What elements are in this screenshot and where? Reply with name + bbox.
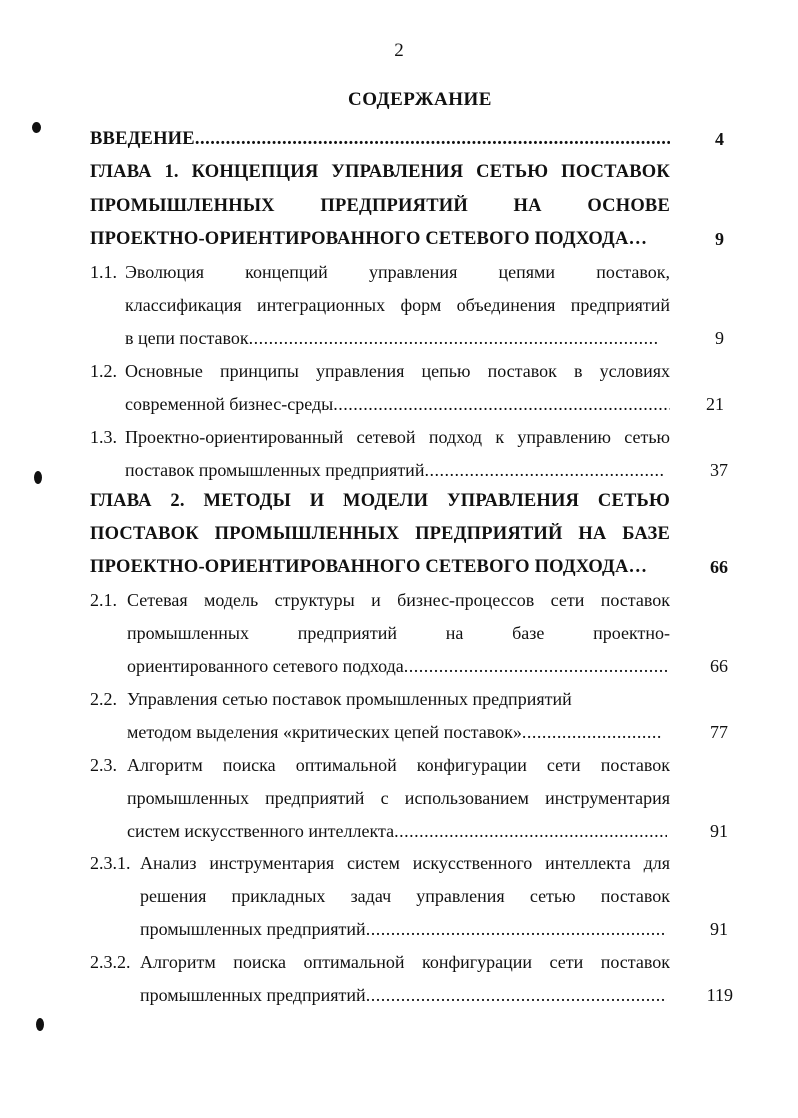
toc-title: СОДЕРЖАНИЕ [348,89,492,110]
toc-entry-title: в цепи поставок [125,328,249,348]
toc-entry-line: ПРОЕКТНО-ОРИЕНТИРОВАННОГО СЕТЕВОГО ПОДХОДА… [90,557,648,577]
toc-entry-line: промышленных предприятий с использованием инструментария [127,788,670,808]
toc-entry-line: Эволюция концепций управления цепями поставок, [125,262,670,282]
toc-entry-title: ВВЕДЕНИЕ [90,129,195,149]
toc-entry-title: поставок промышленных предприятий [125,460,425,480]
toc-entry-line: Алгоритм поиска оптимальной конфигурации сети поставок [140,952,670,972]
toc-entry-page: 91 [710,821,728,841]
toc-entry-line: решения прикладных задач управления сетью поставок [140,886,670,906]
toc-leader-dots [404,655,667,677]
page-number: 2 [394,40,404,61]
toc-entry-page: 77 [710,722,728,742]
toc-entry-page: 9 [715,328,724,348]
toc-entry-page: 37 [710,460,728,480]
toc-entry-title: промышленных предприятий [140,985,366,1005]
toc-leader-dots [522,721,663,743]
toc-entry-line: промышленных предприятий на базе проектно- [127,623,670,643]
toc-entry-number: 2.1. [90,590,117,610]
toc-leader-dots [366,984,667,1006]
toc-entry-line: Сетевая модель структуры и бизнес-процессов сети поставок [127,590,670,610]
toc-leader-dots [366,918,667,940]
toc-entry-title: методом выделения «критических цепей поставок» [127,722,522,742]
toc-entry-number: 2.3.1. [90,853,131,873]
toc-entry-title: современной бизнес-среды [125,394,334,414]
toc-entry-number: 2.3.2. [90,952,131,972]
toc-entry-page: 21 [706,394,724,414]
toc-leader-dots [424,459,665,481]
toc-entry-number: 2.2. [90,689,117,709]
scan-hole-mark [34,471,42,484]
toc-leader-dots [249,327,657,349]
toc-entry-line: ПРОМЫШЛЕННЫХ ПРЕДПРИЯТИЙ НА ОСНОВЕ [90,196,670,216]
toc-entry-line: Анализ инструментария систем искусственного интеллекта для [140,853,670,873]
toc-entry-number: 2.3. [90,755,117,775]
scan-hole-mark [36,1018,44,1031]
toc-entry-page: 66 [710,656,728,676]
toc-entry-line: Управления сетью поставок промышленных предприятий [127,689,572,709]
toc-entry-line: Алгоритм поиска оптимальной конфигурации сети поставок [127,755,670,775]
toc-entry-number: 1.1. [90,262,117,282]
toc-entry-line: классификация интеграционных форм объединения предприятий [125,295,670,315]
toc-leader-dots [195,128,670,150]
toc-entry-page: 9 [715,229,724,249]
toc-entry-page: 91 [710,919,728,939]
toc-entry-title: ориентированного сетевого подхода [127,656,404,676]
toc-leader-dots [394,820,667,842]
toc-entry-line: ГЛАВА 2. МЕТОДЫ И МОДЕЛИ УПРАВЛЕНИЯ СЕТЬЮ [90,491,670,511]
toc-entry-line: ПОСТАВОК ПРОМЫШЛЕННЫХ ПРЕДПРИЯТИЙ НА БАЗЕ [90,524,670,544]
toc-entry-page: 119 [706,985,733,1005]
toc-leader-dots [333,393,670,415]
toc-entry-line: Проектно-ориентированный сетевой подход к управлению сетью [125,427,670,447]
toc-entry-title: систем искусственного интеллекта [127,821,395,841]
toc-entry-line: ГЛАВА 1. КОНЦЕПЦИЯ УПРАВЛЕНИЯ СЕТЬЮ ПОСТАВОК [90,162,670,182]
toc-entry-number: 1.3. [90,427,117,447]
toc-entry-title: промышленных предприятий [140,919,366,939]
toc-entry-line: Основные принципы управления цепью поставок в условиях [125,361,670,381]
toc-entry-page: 4 [715,129,724,149]
scan-hole-mark [32,122,41,133]
toc-entry-line: ПРОЕКТНО-ОРИЕНТИРОВАННОГО СЕТЕВОГО ПОДХОДА… [90,229,648,249]
toc-entry-number: 1.2. [90,361,117,381]
toc-entry-page: 66 [710,557,728,577]
